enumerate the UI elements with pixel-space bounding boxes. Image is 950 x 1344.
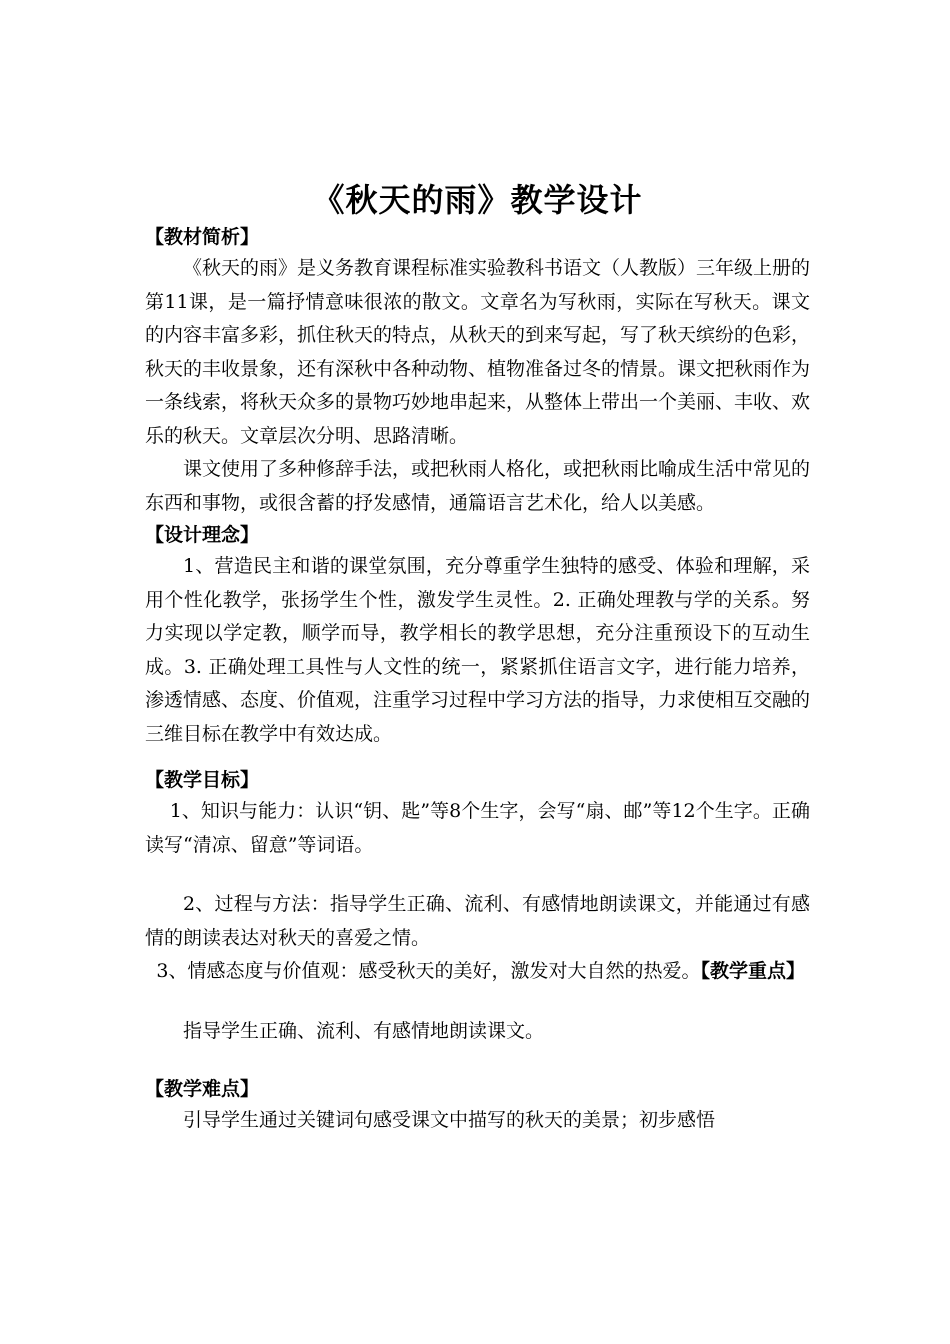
difficulties-paragraph: 引导学生通过关键词句感受课文中描写的秋天的美景；初步感悟: [183, 1109, 716, 1131]
goal-2-paragraph: 2、过程与方法：指导学生正确、流利、有感情地朗读课文，并能通过有感情的朗读表达对秋天的喜爱之情。: [145, 893, 810, 949]
section-heading-material: 【教材简析】: [145, 226, 260, 248]
spacer: [145, 989, 810, 1015]
document-title: 《秋天的雨》教学设计: [312, 181, 643, 219]
goal-1-paragraph: 1、知识与能力：认识“钥、匙”等8个生字，会写“扇、邮”等12个生字。正确读写“清凉、留意”等词语。: [145, 800, 810, 856]
spacer: [145, 1048, 810, 1074]
section-heading-difficulties: 【教学难点】: [145, 1078, 260, 1100]
goal-3-paragraph: [145, 955, 810, 989]
goal-3-text: 3、情感态度与价值观：感受秋天的美好，激发对大自然的热爱。: [156, 960, 701, 982]
section-heading-concept: 【设计理念】: [145, 524, 260, 546]
material-paragraph-2: 课文使用了多种修辞手法，或把秋雨人格化，或把秋雨比喻成生活中常见的东西和事物，或很含蓄的抒发感情，通篇语言艺术化，给人以美感。: [145, 458, 811, 514]
material-paragraph-1: 《秋天的雨》是义务教育课程标准实验教科书语文（人教版）三年级上册的第11课，是一篇抒情意味很浓的散文。文章名为写秋雨，实际在写秋天。课文的内容丰富多彩，抓住秋天的特点，从秋天的到来写起，写了秋天缤纷的色彩，秋天的丰收景象，还有深秋中各种动物、植物准备过冬的情景。课文把秋雨作为一条线索，将秋天众多的景物巧妙地串起来，从整体上带出一个美丽、丰收、欢乐的秋天。文章层次分明、思路清晰。: [145, 257, 811, 447]
document-page: [145, 178, 810, 1138]
spacer: [145, 862, 810, 888]
key-points-paragraph: 指导学生正确、流利、有感情地朗读课文。: [183, 1019, 545, 1042]
spacer: [145, 751, 810, 765]
concept-paragraph: 1、营造民主和谐的课堂氛围，充分尊重学生独特的感受、体验和理解，采用个性化教学，张扬学生个性，激发学生灵性。2. 正确处理教与学的关系。努力实现以学定教，顺学而导，教学相长的教学思想，充分注重预设下的互动生成。3. 正确处理工具性与人文性的统一，紧紧抓住语言文字，进行能力培养，渗透情感、态度、价值观，注重学习过程中学习方法的指导，力求使相互交融的三维目标在教学中有效达成。: [145, 555, 811, 745]
section-heading-goals: 【教学目标】: [145, 769, 260, 791]
section-heading-key-points: 【教学重点】: [700, 960, 805, 982]
